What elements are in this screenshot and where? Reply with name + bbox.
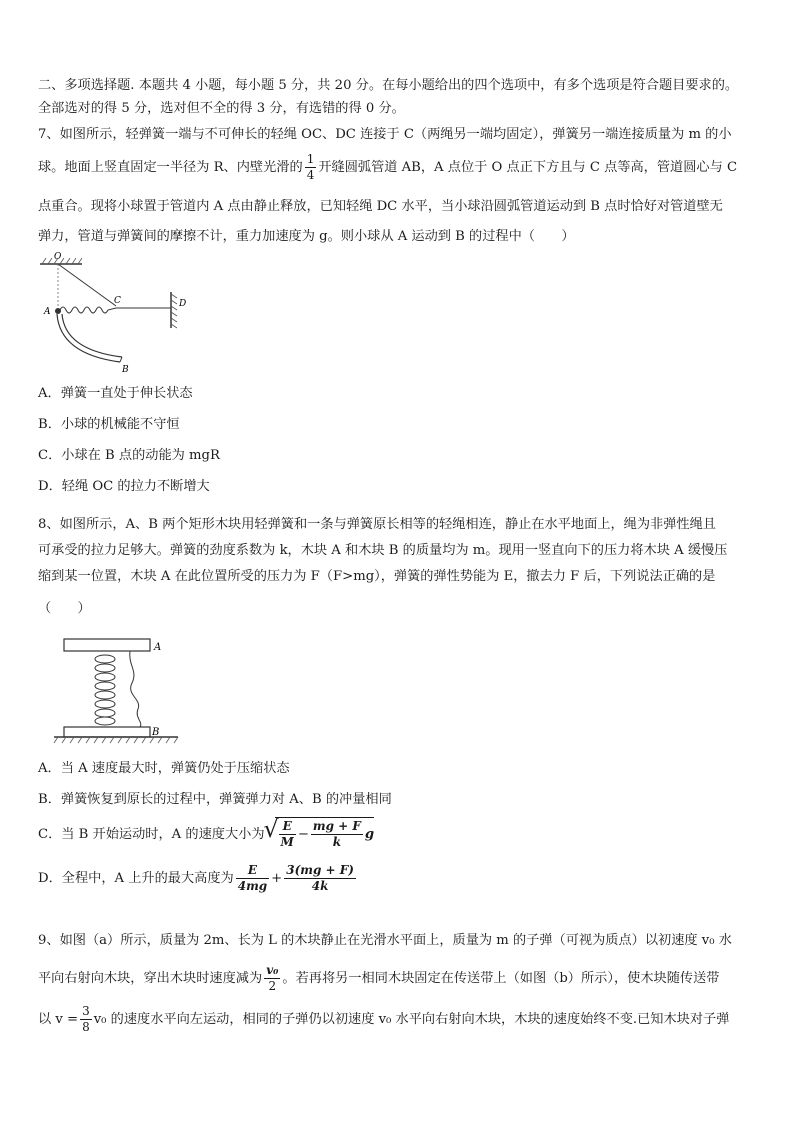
section-heading-line2: 全部选对的得 5 分，选对但不全的得 3 分，有选错的得 0 分。 xyxy=(38,101,405,116)
block-b xyxy=(64,727,150,737)
q9-line2: 平向右射向木块，穿出木块时速度减为 $\frac{\text{v₀}}{2}$ 。若再将另一相同木块固定在传送带上（如图（b）所示），使木块随传送带 xyxy=(38,963,720,993)
q9-line1: 9、如图（a）所示，质量为 2m、长为 L 的木块静止在光滑水平面上，质量为 m 的子弹（可视为质点）以初速度 v₀ 水 xyxy=(38,933,732,948)
label-B: B xyxy=(122,365,129,375)
label-O: O xyxy=(54,252,62,262)
q8-figure xyxy=(50,635,190,750)
q7-line1: 7、如图所示，轻弹簧一端与不可伸长的轻绳 OC、DC 连接于 C（两绳另一端均固定），弹簧另一端连接质量为 m 的小 xyxy=(38,127,732,142)
label-block-B: B xyxy=(152,727,160,738)
label-C: C xyxy=(114,296,121,306)
q8-line2: 可承受的拉力足够大。弹簧的劲度系数为 k，木块 A 和木块 B 的质量均为 m。现用一竖直向下的压力将木块 A 缓慢压 xyxy=(38,543,728,558)
q7-line2 xyxy=(38,152,737,183)
q9-line3: 以 v = $\frac{3}{8}$ v₀ 的速度水平向左运动，相同的子弹仍以初速度 v₀ 水平向右射向木块，木块的速度始终不变.已知木块对子弹 xyxy=(38,1004,730,1034)
q8-option-b[interactable]: B．弹簧恢复到原长的过程中，弹簧弹力对 A、B 的冲量相同 xyxy=(38,792,392,807)
q7-line2b: 开缝圆弧管道 AB，A 点位于 O 点正下方且与 C 点等高，管道圆心与 C xyxy=(318,160,738,175)
q7-line2a: 球。地面上竖直固定一半径为 R、内壁光滑的 xyxy=(38,160,303,175)
q7-option-d[interactable]: D．轻绳 OC 的拉力不断增大 xyxy=(38,479,210,494)
q7-option-c[interactable]: C．小球在 B 点的动能为 mgR xyxy=(38,448,220,463)
block-a xyxy=(64,639,150,651)
q7-figure xyxy=(38,250,198,375)
section-heading-line1: 二、多项选择题. 本题共 4 小题，每小题 5 分，共 20 分。在每小题给出的四个选项中，有多个选项是符合题目要求的。 xyxy=(38,78,739,93)
q8-option-c[interactable]: C．当 B 开始运动时，A 的速度大小为 √ $\frac{E}{M}$ − $\frac{mg + F}{k}$ g xyxy=(38,817,374,852)
q8-option-c-sqrt: √ $\frac{E}{M}$ − $\frac{mg + F}{k}$ g xyxy=(275,817,375,852)
q7-line3: 点重合。现将小球置于管道内 A 点由静止释放，已知轻绳 DC 水平，当小球沿圆弧管道运动到 B 点时恰好对管道壁无 xyxy=(38,199,723,214)
q8-line4: （ ） xyxy=(38,601,91,616)
q7-quarter-fraction: $\frac{1}{4}$ xyxy=(306,152,315,182)
ball xyxy=(55,308,61,314)
q8-line3: 缩到某一位置，木块 A 在此位置所受的压力为 F（F>mg），弹簧的弹性势能为 E，撤去力 F 后，下列说法正确的是 xyxy=(38,569,716,584)
q7-line4: 弹力，管道与弹簧间的摩擦不计，重力加速度为 g。则小球从 A 运动到 B 的过程中（ ） xyxy=(38,229,575,244)
q7-option-a[interactable]: A．弹簧一直处于伸长状态 xyxy=(38,386,193,401)
label-D: D xyxy=(179,299,187,309)
q8-option-a[interactable]: A．当 A 速度最大时，弹簧仍处于压缩状态 xyxy=(38,761,290,776)
q7-option-b[interactable]: B．小球的机械能不守恒 xyxy=(38,417,180,432)
q8-line1: 8、如图所示，A、B 两个矩形木块用轻弹簧和一条与弹簧原长相等的轻绳相连，静止在水平地面上，绳为非弹性绳且 xyxy=(38,517,716,532)
label-block-A: A xyxy=(154,642,162,653)
label-A: A xyxy=(44,307,51,317)
q8-option-d[interactable]: D．全程中，A 上升的最大高度为 $\frac{E}{4mg}$ + $\frac{3(mg + F)}{4k}$ xyxy=(38,863,354,893)
